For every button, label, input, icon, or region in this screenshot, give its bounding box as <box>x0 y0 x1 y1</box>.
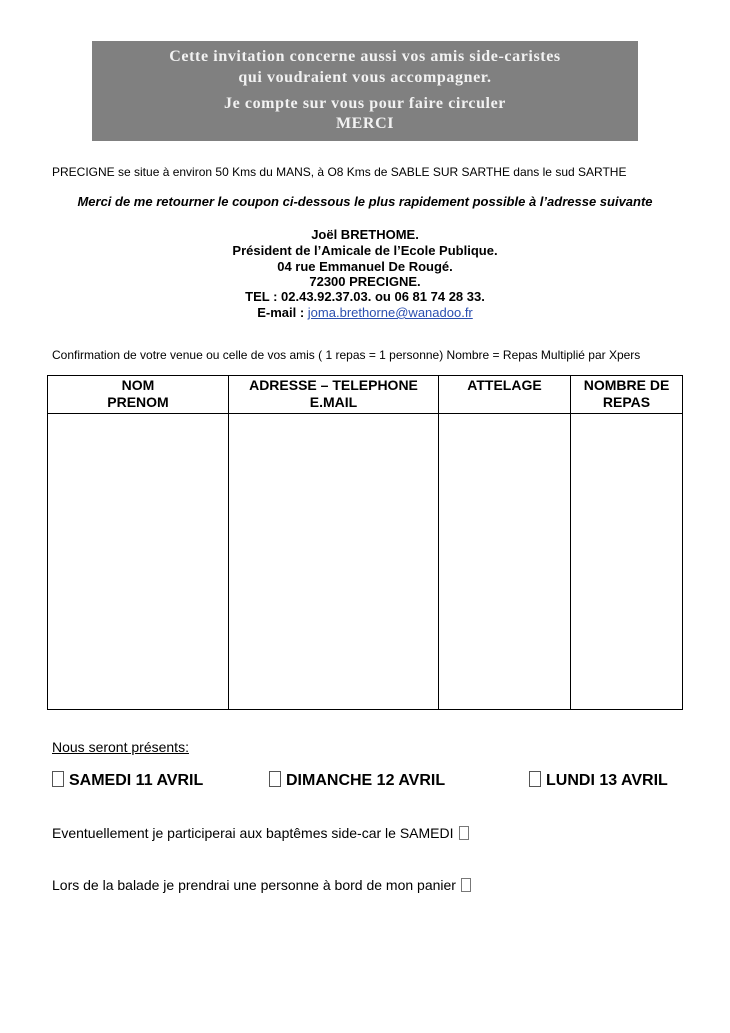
day-option-samedi[interactable] <box>52 771 203 790</box>
bapteme-label: Eventuellement je participerai aux baptêmes side-car le SAMEDI <box>52 825 454 841</box>
cell-adresse[interactable] <box>229 414 439 710</box>
checkbox-icon[interactable] <box>529 771 541 787</box>
balade-label: Lors de la balade je prendrai une personne à bord de mon panier <box>52 877 456 893</box>
table-row <box>48 414 683 710</box>
cell-nombre-repas[interactable] <box>571 414 683 710</box>
confirmation-text: Confirmation de votre venue ou celle de vos amis ( 1 repas = 1 personne) Nombre = Repas Multiplié par Xpers <box>52 348 641 362</box>
checkbox-icon[interactable] <box>52 771 64 787</box>
return-request-text: Merci de me retourner le coupon ci-dessous le plus rapidement possible à l’adresse suivante <box>77 194 653 209</box>
banner-line-4: MERCI <box>335 115 395 132</box>
balade-option[interactable] <box>52 877 471 893</box>
bapteme-option[interactable] <box>52 825 469 841</box>
banner-line-2: qui voudraient vous accompagner. <box>238 69 492 86</box>
address-role: Président de l’Amicale de l’Ecole Publique. <box>232 243 498 258</box>
checkbox-icon[interactable] <box>461 878 471 892</box>
invitation-banner <box>92 41 638 141</box>
address-city: 72300 PRECIGNE. <box>309 274 421 289</box>
table-header-row <box>48 376 683 414</box>
address-tel: TEL : 02.43.92.37.03. ou 06 81 74 28 33. <box>245 289 485 304</box>
cell-nom-prenom[interactable] <box>48 414 229 710</box>
header-line: NOMBRE DE <box>583 377 670 393</box>
header-nombre-repas <box>571 376 683 414</box>
checkbox-icon[interactable] <box>269 771 281 787</box>
banner-line-3: Je compte sur vous pour faire circuler <box>223 95 507 112</box>
reservation-table <box>47 375 683 710</box>
header-nom-prenom <box>48 376 229 414</box>
header-line: REPAS <box>602 394 651 410</box>
day-label: SAMEDI 11 AVRIL <box>69 772 204 789</box>
header-attelage <box>439 376 571 414</box>
day-label: LUNDI 13 AVRIL <box>546 772 668 789</box>
day-option-lundi[interactable] <box>529 771 668 790</box>
header-line: NOM <box>121 377 155 393</box>
checkbox-icon[interactable] <box>459 826 469 840</box>
header-line: PRENOM <box>107 394 169 410</box>
address-name: Joël BRETHOME. <box>311 227 419 242</box>
location-text: PRECIGNE se situe à environ 50 Kms du MANS, à O8 Kms de SABLE SUR SARTHE dans le sud SARTHE <box>52 165 627 179</box>
email-label: E-mail : <box>257 305 308 320</box>
header-line: ADRESSE – TELEPHONE <box>249 377 418 393</box>
address-email-line <box>0 305 730 320</box>
banner-line-1: Cette invitation concerne aussi vos amis side-caristes <box>169 48 561 65</box>
email-link[interactable]: joma.brethorne@wanadoo.fr <box>307 305 473 320</box>
address-street: 04 rue Emmanuel De Rougé. <box>277 259 453 274</box>
header-line: ATTELAGE <box>467 377 542 393</box>
day-option-dimanche[interactable] <box>269 771 445 790</box>
presence-heading: Nous seront présents: <box>52 739 189 755</box>
header-adresse <box>229 376 439 414</box>
cell-attelage[interactable] <box>439 414 571 710</box>
header-line: E.MAIL <box>309 394 358 410</box>
day-label: DIMANCHE 12 AVRIL <box>286 772 446 789</box>
